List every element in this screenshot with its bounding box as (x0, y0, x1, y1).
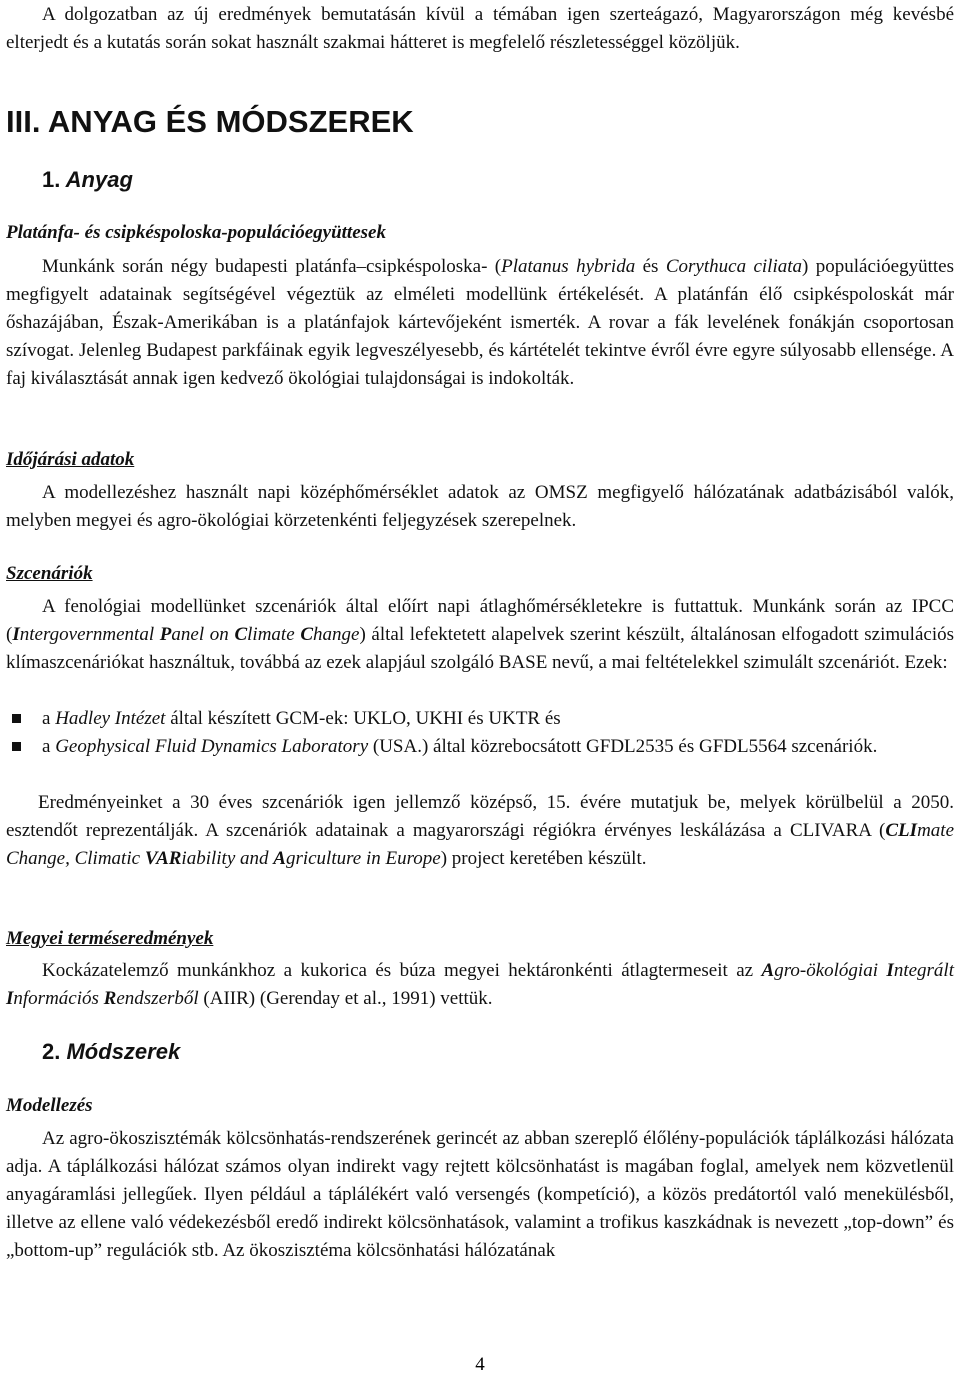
ipcc-expansion: Intergovernmental Panel on Climate Change (12, 624, 360, 645)
yield-paragraph (6, 957, 954, 1013)
intro-paragraph: A dolgozatban az új eredmények bemutatásán kívül a témában igen szerteágazó, Magyarországon még kevésbé elterjedt és a kutatás során sokat használt szakmai hátteret is megfelelő részletességgel közöljük. (6, 4, 954, 53)
subsection-title-anyag (42, 166, 133, 194)
model-paragraph: Az agro-ökoszisztémák kölcsönhatás-rendszerének gerincét az abban szereplő élőlény-populációk táplálkozási hálózata adja. A táplálkozási hálózat számos olyan indirekt vagy rejtett kölcsönhatást is magában foglal, amelyek nem közvetlenül anyagáramlási jellegűek. Ilyen például a táplálékért való versengés (kompetíció), a közös predátortól való menekülésből, illetve az ellene való védekezésből eredő indirekt kölcsönhatások, valamint a trofikus kaszkádnak is nevezett „top-down” és „bottom-up” regulációk stb. Az ökoszisztéma kölcsönhatási hálózatának (6, 1128, 954, 1261)
platan-heading: Platánfa- és csipkéspoloska-populációegyüttesek (6, 222, 386, 243)
platan-text-1: Munkánk során négy budapesti platánfa–csipkéspoloska- ( (42, 256, 502, 277)
scen-text-2: ) által lefektetett alapelvek szerint készült, általánosan elfogadott szimulációs klímaszcenáriókat használtuk, továbbá az ezek alapjául szolgáló BASE nevű, a mai feltételekkel szimulált szcenáriót. Ezek: (6, 624, 954, 673)
scenario-paragraph-1 (6, 593, 954, 677)
yield-heading: Megyei terméseredmények (6, 928, 214, 949)
section-title: III. ANYAG ÉS MÓDSZEREK (6, 104, 414, 139)
scen-text-3: Eredményeinket a 30 éves szcenáriók igen jellemző középső, 15. évére mutatjuk be, melyek körülbelül a 2050. esztendőt reprezentálják. A szcenáriók adatainak a magyarországi régiókra érvényes leskálázása a CLIVARA ( (6, 792, 954, 841)
yield-text-2: (AIIR) (Gerenday et al., 1991) vettük. (198, 988, 493, 1009)
weather-paragraph: A modellezéshez használt napi középhőmérséklet adatok az OMSZ megfigyelő hálózatának adatbázisából valók, melyben megyei és agro-ökológiai körzetenkénti feljegyzések szerepelnek. (6, 482, 954, 531)
subsection-number: 2. (42, 1039, 61, 1064)
subsection-label: Módszerek (66, 1039, 181, 1064)
platan-latin-1: Platanus hybrida (501, 256, 636, 277)
subsection-number: 1. (42, 167, 61, 192)
weather-heading: Időjárási adatok (6, 449, 135, 470)
scen-text-1: A fenológiai modellünket szcenáriók által előírt napi átlaghőmérsékletekre is futtattuk. Munkánk során az IPCC ( (6, 596, 954, 645)
scen-text-4: ) project keretében készült. (440, 848, 647, 869)
model-heading: Modellezés (6, 1095, 93, 1116)
bullet-text: a Hadley Intézet által készített GCM-ek: UKLO, UKHI és UKTR és (42, 708, 561, 729)
square-bullet-icon (12, 714, 21, 723)
platan-paragraph (6, 253, 954, 393)
scenario-bullet-1 (6, 705, 954, 733)
clivara-expansion: CLImate Change, Climatic VARiability and Agriculture in Europe (6, 820, 954, 869)
aiir-expansion: Agro-ökológiai Integrált Információs Rendszerből (6, 960, 954, 1009)
platan-text-3: ) populációegyüttes megfigyelt adatainak segítségével végeztük az elméleti modellünk értékelését. A platánfán élő csipkéspoloskát már őshazájában, Észak-Amerikában is a platánfajok kártevőjeként ismerték. A rovar a fák levelének fonákján csoportosan szívogat. Jelenleg Budapest parkfáinak egyik legveszélyesebb, és kártételét tekintve évről évre egyre súlyosabb ellensége. A faj kiválasztását annak igen kedvező ökológiai tulajdonságai is indokolták. (6, 256, 955, 389)
scenario-paragraph-2 (6, 789, 954, 873)
platan-text-2: és (635, 256, 666, 277)
subsection-title-modszerek (42, 1038, 180, 1066)
page-number: 4 (475, 1354, 485, 1375)
subsection-label: Anyag (65, 167, 133, 192)
platan-latin-2: Corythuca ciliata (665, 256, 803, 277)
bullet-text: a Geophysical Fluid Dynamics Laboratory (USA.) által közrebocsátott GFDL2535 és GFDL5564 szcenáriók. (42, 736, 878, 757)
scenario-bullet-2 (6, 733, 954, 761)
yield-text-1: Kockázatelemző munkánkhoz a kukorica és búza megyei hektáronkénti átlagtermeseit az (42, 960, 762, 981)
scenario-heading: Szcenáriók (6, 563, 93, 584)
square-bullet-icon (12, 742, 21, 751)
